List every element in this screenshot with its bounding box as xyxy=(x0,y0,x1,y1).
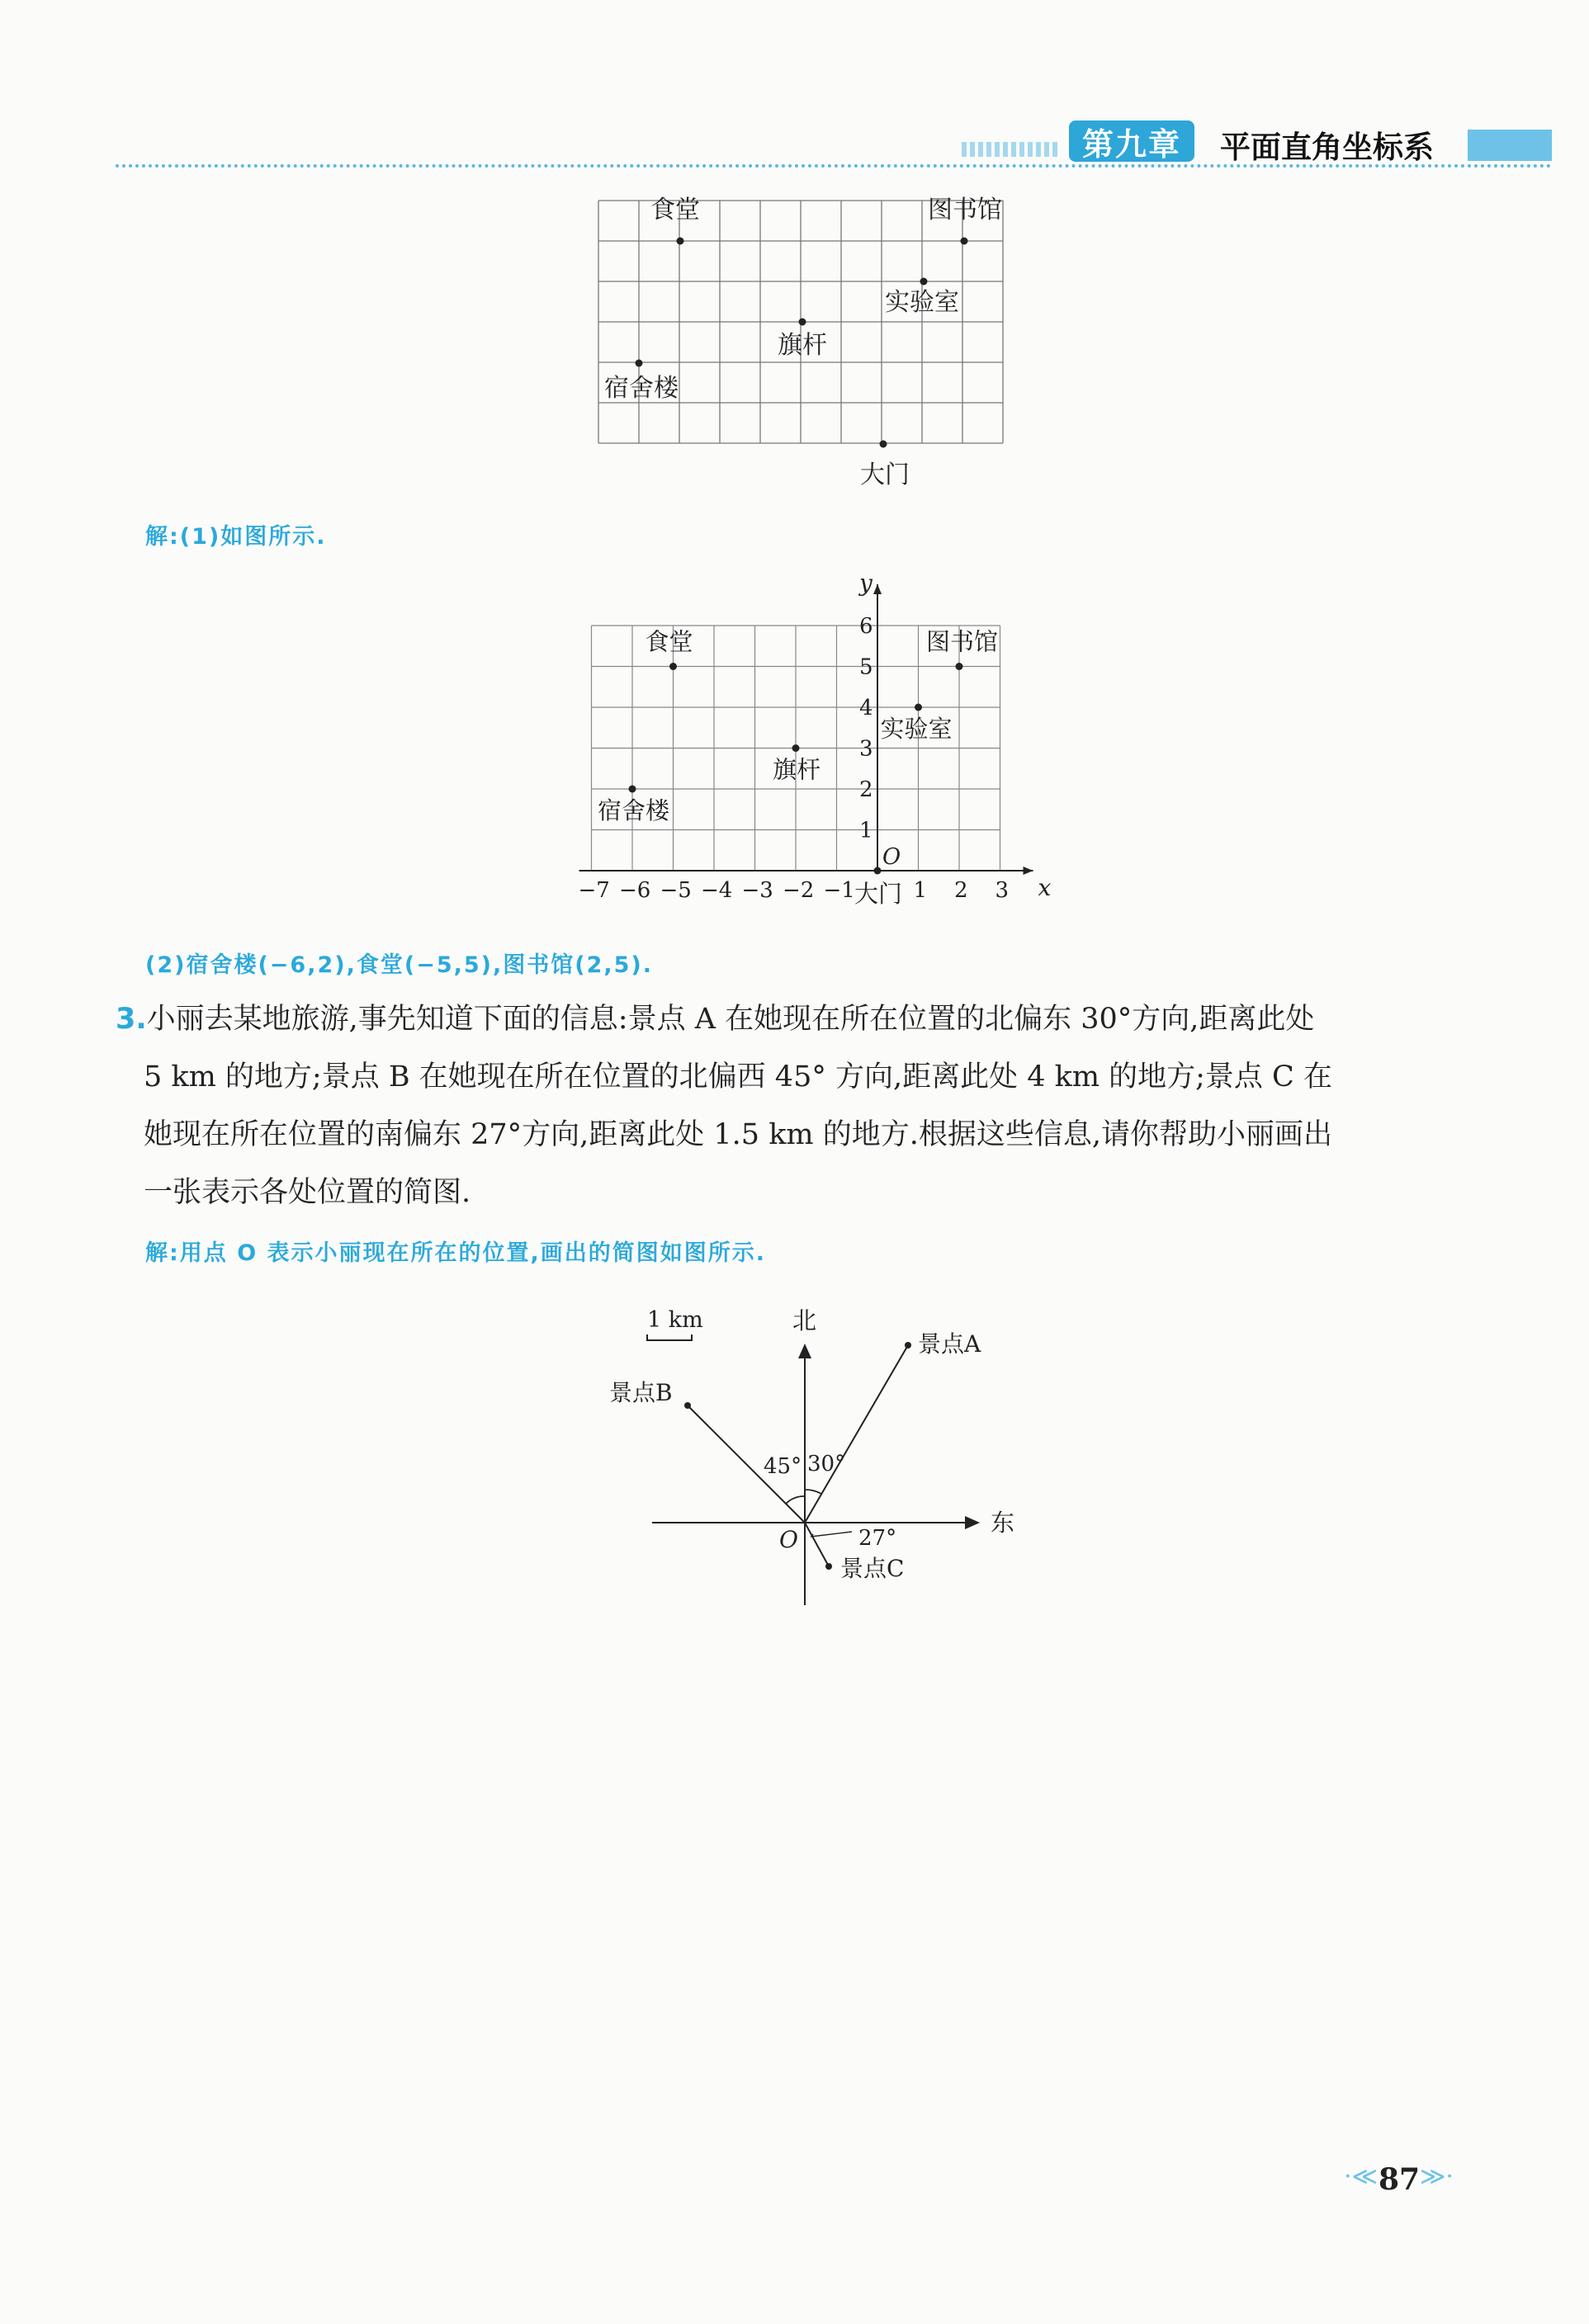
arc-45 xyxy=(786,1496,805,1504)
x-tick-label: −7 xyxy=(578,878,610,903)
ray-c xyxy=(805,1523,829,1566)
x-tick-label: 1 xyxy=(913,878,928,903)
page-number-ornament-right: ≫· xyxy=(1420,2162,1454,2191)
map-point-lab xyxy=(920,278,928,286)
arc-30 xyxy=(805,1490,821,1494)
compass-sketch xyxy=(594,1287,1057,1609)
x-axis-arrow xyxy=(1024,867,1033,875)
angle-30-label: 30° xyxy=(807,1452,846,1476)
campus-map xyxy=(578,190,1040,503)
map-point-dorm xyxy=(636,360,643,367)
problem-number: 3. xyxy=(116,1003,147,1036)
x-tick-label: −3 xyxy=(741,878,773,903)
data-point xyxy=(874,867,882,875)
map-label-gate: 大门 xyxy=(860,461,910,489)
data-point xyxy=(915,704,922,711)
map-label-lab: 实验室 xyxy=(885,288,959,317)
origin-label: O xyxy=(779,1526,798,1553)
spot-a-label: 景点A xyxy=(918,1330,981,1358)
x-tick-label: 2 xyxy=(954,878,968,903)
data-point-label: 实验室 xyxy=(880,715,953,743)
data-point xyxy=(792,744,800,752)
solution-3: 解:用点 O 表示小丽现在所在的位置,画出的简图如图所示. xyxy=(145,1240,767,1266)
data-point-label: 大门 xyxy=(854,880,903,908)
data-point-label: 图书馆 xyxy=(926,627,999,656)
data-point xyxy=(956,663,963,670)
y-tick-label: 2 xyxy=(859,777,873,802)
chapter-badge: 第九章 xyxy=(1069,120,1194,162)
x-tick-label: −5 xyxy=(660,878,692,903)
ray-a xyxy=(805,1345,908,1523)
map-label-canteen: 食堂 xyxy=(650,196,700,224)
spot-a-point xyxy=(905,1342,911,1349)
x-axis-label: x xyxy=(1038,874,1052,901)
scale-label: 1 km xyxy=(647,1307,703,1333)
header-divider xyxy=(116,164,1552,168)
spot-c-label: 景点C xyxy=(840,1555,905,1582)
data-point xyxy=(629,786,636,793)
problem-3 xyxy=(116,990,1486,1221)
y-axis-label: y xyxy=(859,578,873,597)
map-point-flagpole xyxy=(799,319,806,326)
data-point-label: 旗杆 xyxy=(773,755,821,784)
east-label: 东 xyxy=(991,1509,1015,1537)
spot-c-point xyxy=(825,1563,832,1570)
angle-27-label: 27° xyxy=(858,1526,897,1551)
data-point-label: 宿舍楼 xyxy=(598,796,670,824)
x-tick-label: 3 xyxy=(995,878,1010,903)
map-label-dorm: 宿舍楼 xyxy=(604,374,679,403)
angle-45-label: 45° xyxy=(764,1454,802,1479)
spot-b-label: 景点B xyxy=(609,1379,673,1406)
data-point xyxy=(669,663,677,670)
page-number: 87 xyxy=(1379,2162,1421,2197)
y-tick-label: 3 xyxy=(859,736,873,762)
coordinate-chart xyxy=(561,578,1073,924)
x-tick-label: −2 xyxy=(783,878,815,903)
y-axis-arrow xyxy=(873,584,882,594)
data-point-label: 食堂 xyxy=(645,627,693,656)
spot-b-point xyxy=(684,1402,691,1409)
angle-27-leader xyxy=(811,1532,852,1537)
y-tick-label: 6 xyxy=(859,614,873,639)
map-label-flagpole: 旗杆 xyxy=(778,331,827,360)
problem-3-line-2: 5 km 的地方;景点 B 在她现在所在位置的北偏西 45° 方向,距离此处 4 km 的地方;景点 C 在 xyxy=(144,1060,1332,1094)
map-label-library: 图书馆 xyxy=(928,196,1002,224)
scale-bar xyxy=(647,1334,692,1340)
solution-part2: (2)宿舍楼(−6,2),食堂(−5,5),图书馆(2,5). xyxy=(145,952,654,978)
x-tick-label: −6 xyxy=(619,878,651,903)
origin-label: O xyxy=(882,844,901,870)
north-label: 北 xyxy=(792,1306,817,1334)
map-point-canteen xyxy=(677,238,684,245)
header-stripes xyxy=(962,142,1061,157)
y-tick-label: 4 xyxy=(859,696,873,720)
y-tick-label: 5 xyxy=(859,654,873,680)
x-tick-label: −1 xyxy=(823,878,855,903)
y-tick-label: 1 xyxy=(859,818,873,843)
problem-3-line-4: 一张表示各处位置的简图. xyxy=(144,1176,471,1209)
x-tick-label: −4 xyxy=(701,878,733,903)
problem-3-line-1: 3.小丽去某地旅游,事先知道下面的信息:景点 A 在她现在所在位置的北偏东 30°方向,距离此处 xyxy=(116,1003,1315,1036)
map-point-gate xyxy=(880,441,887,448)
chapter-title: 平面直角坐标系 xyxy=(1220,130,1434,165)
solution-part1: 解:(1)如图所示. xyxy=(145,524,327,550)
page-number-ornament: ·≪ xyxy=(1344,2162,1378,2191)
header-bar xyxy=(1468,130,1552,161)
problem-3-line-3: 她现在所在位置的南偏东 27°方向,距离此处 1.5 km 的地方.根据这些信息,请你帮助小丽画出 xyxy=(144,1118,1332,1151)
map-point-library xyxy=(961,238,968,245)
